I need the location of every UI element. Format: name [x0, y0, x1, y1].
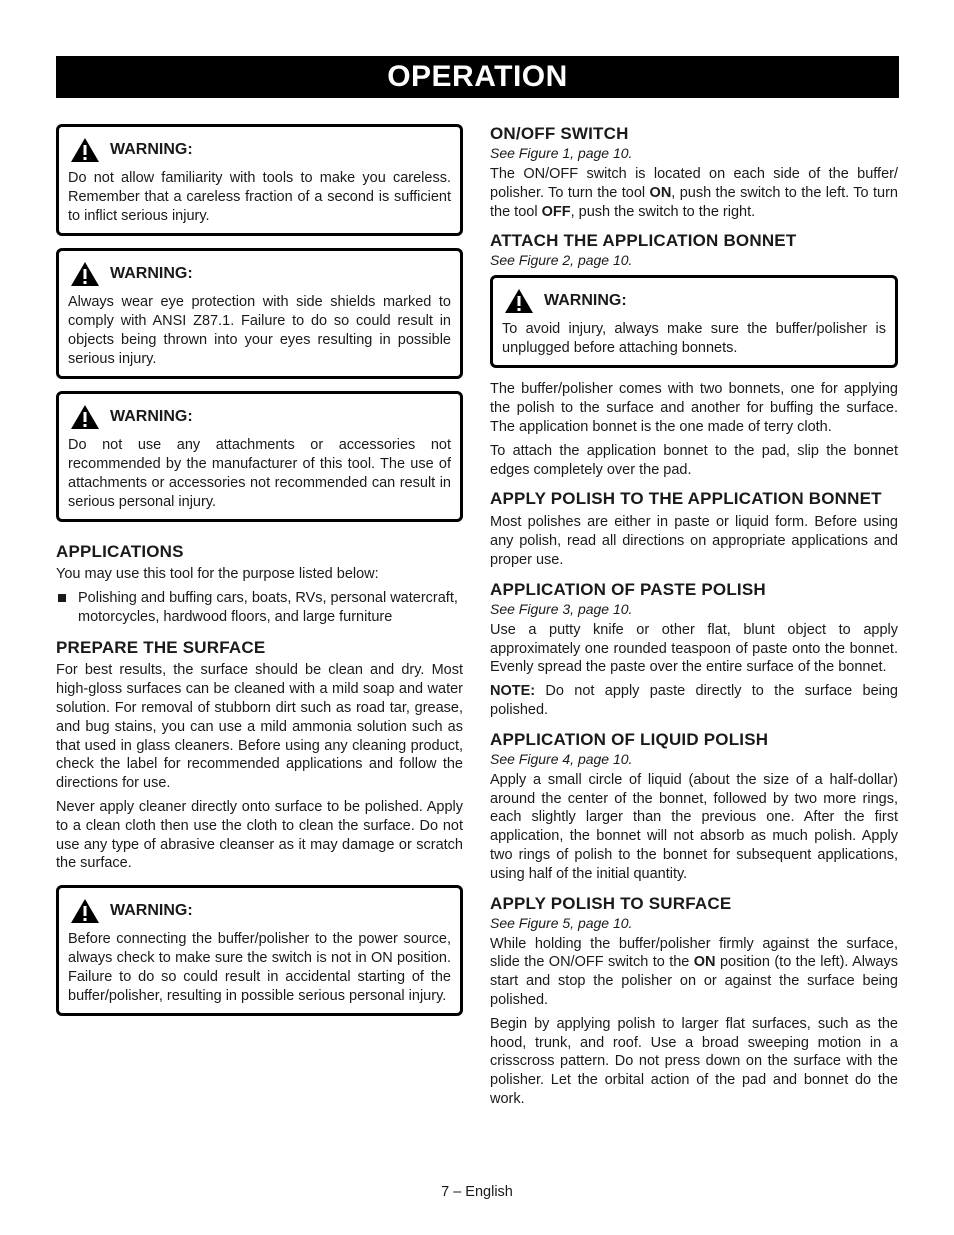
list-item-text: Polishing and buffing cars, boats, RVs, personal watercraft, motorcycles, hardwood floors, and large furniture: [78, 589, 458, 625]
section-heading: ON/OFF SWITCH: [490, 124, 629, 143]
warning-triangle-icon: [70, 137, 100, 163]
apply-surface-section: [490, 894, 898, 1109]
bullet-square-icon: [58, 594, 66, 602]
bold-text: ON: [693, 954, 716, 971]
paragraph: Use a putty knife or other flat, blunt object to apply approximately one rounded teaspoon of paste onto the bonnet. Evenly spread the paste over the entire surface of the bonnet.: [490, 621, 898, 676]
warning-text: Always wear eye protection with side shields marked to comply with ANSI Z87.1. Failure to do so could result in objects being thrown into your eyes resulting in possible serious injury.: [68, 294, 451, 367]
page-number: 7 – English: [441, 1184, 513, 1200]
warning-box: [56, 124, 463, 236]
paste-polish-section: [490, 580, 898, 720]
bold-text: ON: [649, 184, 672, 201]
figure-reference: See Figure 1, page 10.: [490, 145, 633, 161]
figure-reference: See Figure 3, page 10.: [490, 600, 633, 617]
left-column: [56, 124, 463, 1028]
section-heading: APPLICATION OF PASTE POLISH: [490, 579, 766, 599]
warning-box: [490, 275, 898, 368]
warning-title: WARNING:: [544, 292, 627, 310]
section-heading: APPLICATIONS: [56, 542, 184, 561]
paragraph: To attach the application bonnet to the pad, slip the bonnet edges completely over the pad.: [490, 442, 898, 478]
prepare-surface-section: [56, 638, 463, 873]
text-run: The ON/OFF switch is located on each side of the buffer/ polisher. To turn the tool: [490, 166, 898, 201]
text-run: , push the switch to the right.: [570, 203, 756, 220]
note-paragraph: [490, 682, 898, 720]
warning-title: WARNING:: [110, 902, 193, 920]
paragraph: Most polishes are either in paste or liquid form. Before using any polish, read all directions on appropriate applications and proper use.: [490, 514, 898, 568]
paragraph: You may use this tool for the purpose listed below:: [56, 566, 379, 582]
text-run: , push the switch to the left. To turn the tool: [490, 184, 898, 220]
figure-reference: See Figure 5, page 10.: [490, 914, 633, 931]
warning-title: WARNING:: [110, 408, 193, 425]
warning-text: Do not use any attachments or accessories not recommended by the manufacturer of this tool. The use of attachments or accessories not recommended can result in serious personal injury.: [68, 437, 451, 510]
warning-text: Before connecting the buffer/polisher to the power source, always check to make sure the switch is not in ON position. Failure to do so could result in accidental starting of the buffer/polisher, resulting in possible serious personal injury.: [68, 931, 451, 1005]
bold-text: OFF: [541, 203, 571, 220]
warning-triangle-icon: [70, 404, 100, 430]
paragraph: [490, 935, 898, 1010]
paragraph: Begin by applying polish to larger flat surfaces, such as the hood, trunk, and roof. Use a broad sweeping motion in a crisscross pattern. Do not press down on the surface with the polisher. Let the orbital action of the pad and bonnet do the work.: [490, 1015, 898, 1107]
section-heading: APPLY POLISH TO THE APPLICATION BONNET: [490, 489, 882, 509]
warning-text: Do not allow familiarity with tools to make you careless. Remember that a careless fraction of a second is sufficient to inflict serious injury.: [68, 170, 451, 224]
paragraph: [490, 165, 898, 221]
section-heading: APPLICATION OF LIQUID POLISH: [490, 729, 769, 749]
warning-title: WARNING:: [110, 265, 193, 282]
paragraph: The buffer/polisher comes with two bonnets, one for applying the polish to the surface and another for buffing the surface. The application bonnet is the one made of terry cloth.: [490, 381, 898, 435]
list-item: [56, 589, 463, 627]
warning-triangle-icon: [504, 288, 534, 314]
warning-box: [56, 248, 463, 379]
applications-section: [56, 542, 463, 626]
paragraph: Never apply cleaner directly onto surface to be polished. Apply to a clean cloth then use the cloth to clean the surface. Do not use any type of abrasive cleanser as it may damage or scratch the surface.: [56, 798, 463, 872]
section-heading: PREPARE THE SURFACE: [56, 638, 266, 658]
text-run: While holding the buffer/polisher firmly against the surface, slide the ON/OFF switch to the: [490, 935, 898, 971]
text-run: Do not apply paste directly to the surface being polished.: [490, 683, 898, 718]
warning-triangle-icon: [70, 898, 100, 924]
note-label: NOTE:: [490, 683, 536, 700]
attach-bonnet-section: [490, 231, 898, 479]
paragraph: Apply a small circle of liquid (about the size of a half-dollar) around the center of the bonnet, followed by two more rings, each slightly larger than the previous one. After the first application, the bonnet will not absorb as much polish. Apply two rings of polish to the bonnet for subsequent applications, using half of the initial quantity.: [490, 771, 898, 882]
paragraph: For best results, the surface should be clean and dry. Most high-gloss surfaces can be cleaned with a mild soap and water solution. For removal of stubborn dirt such as road tar, grease, and bug stains, you can use a mild ammonia solution such as that used in glass cleaners. Before using any cleaning product, check the label for recommended applications and follow the directions for use.: [56, 662, 463, 792]
page-title: OPERATION: [56, 56, 899, 98]
apply-polish-bonnet-section: [490, 489, 898, 569]
warning-box: [56, 391, 463, 522]
warning-box: [56, 885, 463, 1016]
liquid-polish-section: [490, 730, 898, 884]
text-run: position (to the left). Always start and stop the polisher on or against the surface being polished.: [490, 954, 898, 1008]
onoff-switch-section: [490, 124, 898, 221]
section-heading: ATTACH THE APPLICATION BONNET: [490, 231, 797, 251]
right-column: [490, 124, 898, 1119]
warning-title: WARNING:: [110, 141, 193, 158]
warning-triangle-icon: [70, 261, 100, 287]
warning-text: To avoid injury, always make sure the buffer/polisher is unplugged before attaching bonnets.: [502, 321, 886, 357]
figure-reference: See Figure 2, page 10.: [490, 252, 633, 269]
figure-reference: See Figure 4, page 10.: [490, 750, 633, 767]
section-heading: APPLY POLISH TO SURFACE: [490, 893, 732, 913]
